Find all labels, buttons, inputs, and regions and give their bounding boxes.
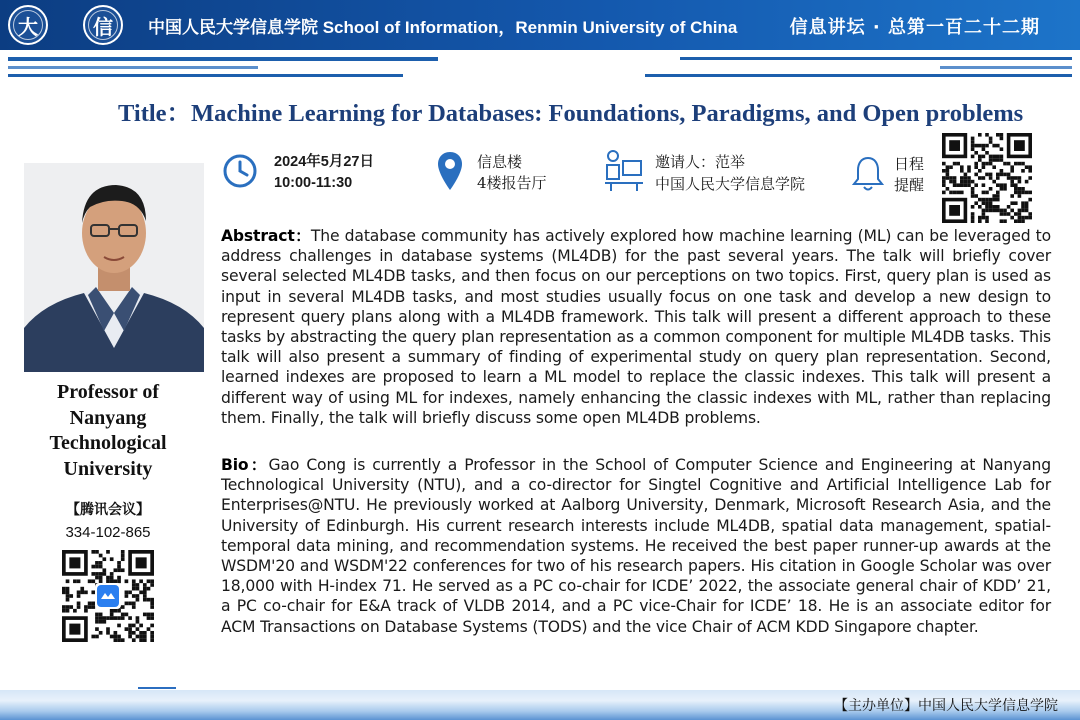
venue-building: 信息楼: [477, 153, 523, 171]
header-title: 中国人民大学信息学院 School of Information，Renmin University of China: [148, 18, 738, 37]
host-affiliation: 中国人民大学信息学院: [655, 175, 806, 193]
header-stripe: [8, 74, 403, 77]
qr-code-icon[interactable]: [942, 133, 1032, 223]
location-pin-icon: [436, 150, 464, 192]
reminder-label-line1: 日程: [894, 155, 925, 173]
venue-room: 4楼报告厅: [477, 174, 547, 192]
event-time: 10:00-11:30: [274, 175, 353, 191]
abstract-label: Abstract：: [221, 227, 311, 245]
meeting-platform-label: 【腾讯会议】: [66, 502, 150, 518]
reminder-label-line2: 提醒: [894, 176, 925, 194]
header-banner: [0, 0, 1080, 50]
event-date: 2024年5月27日: [274, 154, 374, 170]
school-logo: 信: [83, 5, 123, 45]
organizer-label: 【主办单位】中国人民大学信息学院: [834, 698, 1058, 714]
header-stripe: [8, 66, 258, 69]
header-stripe: [680, 57, 1072, 60]
tencent-meeting-icon: [95, 583, 121, 609]
talk-title: Title：Machine Learning for Databases: Foundations, Paradigms, and Open problems: [118, 100, 1024, 127]
header-stripe: [645, 74, 1072, 77]
lecture-series-label: 信息讲坛 · 总第一百二十二期: [789, 17, 1040, 38]
speaker-photo: [24, 163, 204, 372]
university-logo: 大: [8, 5, 48, 45]
footer-divider: [138, 687, 176, 689]
header-stripe: [940, 66, 1072, 69]
meeting-id: 334-102-865: [65, 524, 151, 541]
abstract-paragraph: [221, 226, 1051, 428]
bio-text: Gao Cong is currently a Professor in the School of Computer Science and Engineering at Nanyang Technological University (NTU), and a co-director for Singtel Cognitive and Artificial Intelligence Lab for Enterprises@NTU. He previously worked at Aalborg University, Denmark, Microsoft Research Asia, and the University of Edinburgh. His current research interests include ML4DB, spatial data management, spatial-temporal data mining, and recommendation systems. He received the best paper runner-up awards at the WSDM'20 and WSDM'22 conferences for two of his research papers. His citation in Google Scholar was over 18,000 with H-index 71. He served as a PC co-chair for ICDE’ 2022, the associate general chair of KDD’ 21, a PC co-chair for E&A track of VLDB 2014, and a PC vice-Chair for ICDE’ 18. He is an associate editor for ACM Transactions on Database Systems (TODS) and the vice Chair of ACM KDD Singapore chapter.: [221, 456, 1051, 636]
bio-paragraph: [221, 455, 1051, 637]
bell-icon: [852, 155, 884, 193]
speaker-affiliation: Professor of Nanyang Technological University: [49, 381, 167, 480]
abstract-text: The database community has actively explored how machine learning (ML) can be leveraged to address challenges in database systems (ML4DB) for the past several years. The talk will briefly cover several selected ML4DB tasks, and then focus on our perceptions on two topics. First, query plan is used as input in several ML4DB tasks, and most studies usually focus on one task and develop a new design to represent query plans along with a ML4DB framework. This talk will present a different approach to these tasks by abstracting the query plan representation as a common component for multiple ML4DB tasks. This talk will also present a summary of finding of experimental study on query plan representation. Second, learned indexes are proposed to learn a ML model to replace the classic indexes. This talk will present a different way of using ML for indexes, namely enhancing the classic indexes with ML, rather than replacing them. Finally, the talk will briefly discuss some open ML4DB problems.: [221, 227, 1051, 427]
bio-label: Bio：: [221, 456, 269, 474]
clock-icon: [222, 153, 258, 189]
host-desk-icon: [603, 149, 645, 193]
header-stripe: [8, 57, 438, 61]
host-name: 邀请人：范举: [655, 153, 746, 171]
